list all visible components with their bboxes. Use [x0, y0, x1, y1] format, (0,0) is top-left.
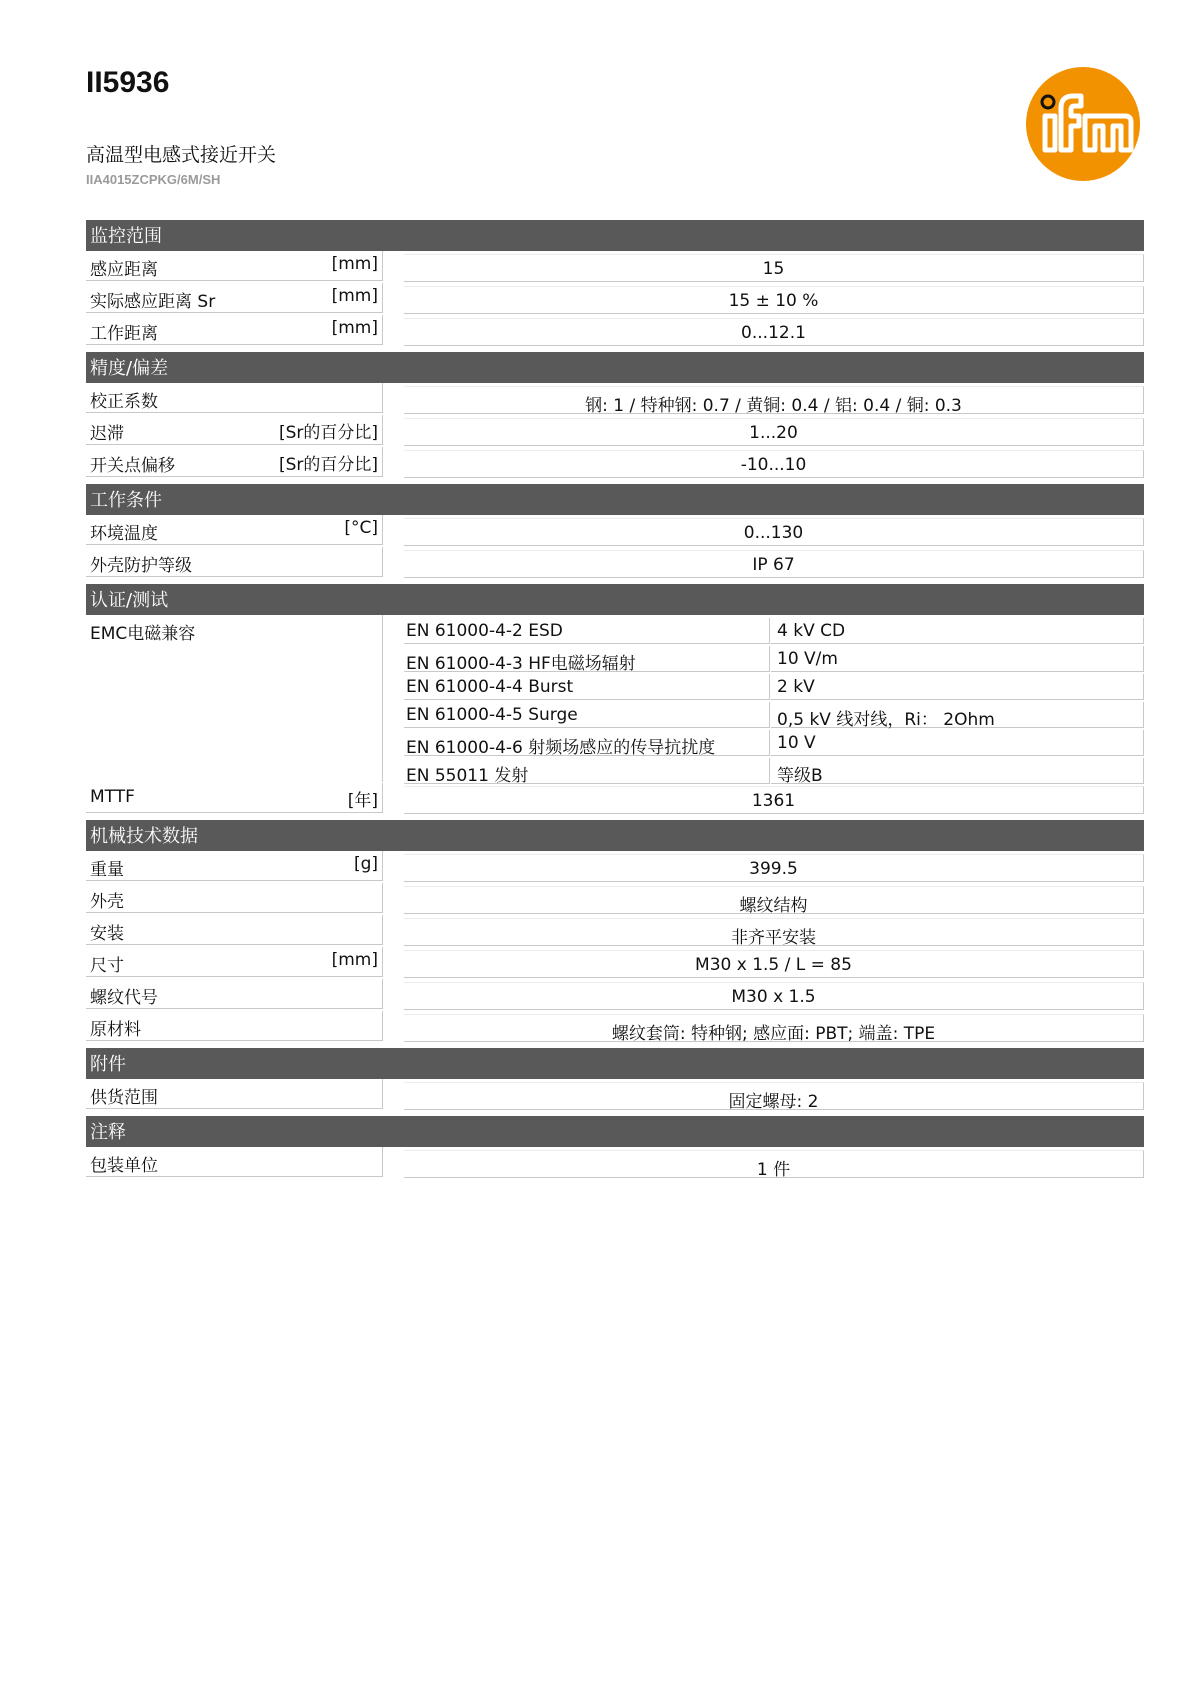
- row-value: -10...10: [740, 455, 807, 475]
- row-correction-factor: [86, 383, 1144, 415]
- row-materials: [86, 1011, 1144, 1043]
- emc-value: 4 kV CD: [777, 621, 846, 641]
- emc-value: 等级B: [777, 766, 823, 786]
- row-value: 0...12.1: [741, 323, 806, 343]
- emc-row: [404, 618, 1144, 646]
- emc-row: [404, 702, 1144, 730]
- row-label: 感应距离: [90, 260, 158, 280]
- emc-label: EMC电磁兼容: [90, 624, 196, 644]
- row-label: 外壳防护等级: [90, 556, 192, 576]
- row-label: 螺纹代号: [90, 988, 158, 1008]
- row-label: 包装单位: [90, 1156, 158, 1176]
- emc-row: [404, 646, 1144, 674]
- row-label: 校正系数: [90, 392, 158, 412]
- row-label: 工作距离: [90, 324, 158, 344]
- row-unit: [mm]: [331, 318, 378, 338]
- section-mechanical: 机械技术数据: [86, 820, 1144, 851]
- emc-table: [404, 618, 1144, 786]
- row-value: 螺纹结构: [739, 896, 808, 916]
- row-housing: [86, 883, 1144, 915]
- row-weight: [86, 851, 1144, 883]
- row-mounting: [86, 915, 1144, 947]
- emc-value: 10 V/m: [777, 649, 838, 669]
- row-value: 1 件: [756, 1160, 791, 1180]
- emc-value: 0,5 kV 线对线，Ri： 2Ohm: [777, 710, 995, 730]
- row-unit: [°C]: [344, 518, 378, 538]
- row-label: 外壳: [90, 892, 124, 912]
- row-label: 原材料: [90, 1020, 141, 1040]
- section-operating-conditions: 工作条件: [86, 484, 1144, 515]
- row-mttf: [86, 783, 1144, 815]
- row-label: 开关点偏移: [90, 456, 175, 476]
- row-unit: [年]: [347, 791, 378, 811]
- emc-row: [404, 730, 1144, 758]
- row-ambient-temperature: [86, 515, 1144, 547]
- article-code: IIA4015ZCPKG/6M/SH: [86, 172, 221, 187]
- ifm-logo: [1025, 66, 1141, 182]
- row-operating-distance: [86, 315, 1144, 347]
- row-value: 非齐平安装: [731, 928, 816, 948]
- product-id: II5936: [86, 66, 170, 99]
- row-thread: [86, 979, 1144, 1011]
- datasheet: [86, 220, 1144, 1179]
- emc-standard: EN 61000-4-3 HF电磁场辐射: [406, 654, 636, 674]
- row-label: 重量: [90, 860, 124, 880]
- row-label: 安装: [90, 924, 124, 944]
- row-value: M30 x 1.5 / L = 85: [695, 955, 852, 975]
- section-remarks: 注释: [86, 1116, 1144, 1147]
- row-value: 15 ± 10 %: [728, 291, 819, 311]
- row-value: 1...20: [749, 423, 798, 443]
- row-label: MTTF: [90, 787, 135, 807]
- row-unit: [Sr的百分比]: [278, 423, 378, 443]
- row-label: 实际感应距离 Sr: [90, 292, 216, 312]
- row-protection-rating: [86, 547, 1144, 579]
- section-approvals: 认证/测试: [86, 584, 1144, 615]
- row-label: 迟滞: [90, 424, 124, 444]
- row-hysteresis: [86, 415, 1144, 447]
- emc-row: [404, 758, 1144, 786]
- row-value: 1361: [751, 791, 796, 811]
- row-label: 环境温度: [90, 524, 158, 544]
- emc-standard: EN 55011 发射: [406, 766, 529, 786]
- row-value: 399.5: [749, 859, 798, 879]
- row-packaging-unit: [86, 1147, 1144, 1179]
- section-accuracy: 精度/偏差: [86, 352, 1144, 383]
- section-accessories: 附件: [86, 1048, 1144, 1079]
- emc-value: 2 kV: [777, 677, 815, 697]
- row-switch-point-drift: [86, 447, 1144, 479]
- row-value: 钢: 1 / 特种钢: 0.7 / 黄铜: 0.4 / 铝: 0.4 / 铜: 0.3: [585, 396, 962, 416]
- row-value: IP 67: [752, 555, 795, 575]
- emc-standard: EN 61000-4-6 射频场感应的传导抗扰度: [406, 738, 716, 758]
- row-unit: [g]: [353, 854, 378, 874]
- row-value: 固定螺母: 2: [728, 1092, 819, 1112]
- row-unit: [mm]: [331, 254, 378, 274]
- emc-value: 10 V: [777, 733, 816, 753]
- row-value: M30 x 1.5: [731, 987, 816, 1007]
- row-label: 尺寸: [90, 956, 124, 976]
- row-unit: [Sr的百分比]: [278, 455, 378, 475]
- row-value: 15: [762, 259, 785, 279]
- row-value: 0...130: [743, 523, 804, 543]
- row-dimensions: [86, 947, 1144, 979]
- row-label: 供货范围: [90, 1088, 158, 1108]
- row-value: 螺纹套筒: 特种钢; 感应面: PBT; 端盖: TPE: [611, 1024, 936, 1044]
- emc-standard: EN 61000-4-2 ESD: [406, 621, 563, 641]
- row-sensing-range: [86, 251, 1144, 283]
- row-scope-of-delivery: [86, 1079, 1144, 1111]
- row-unit: [mm]: [331, 950, 378, 970]
- row-unit: [mm]: [331, 286, 378, 306]
- emc-standard: EN 61000-4-5 Surge: [406, 705, 578, 725]
- product-description: 高温型电感式接近开关: [86, 144, 277, 166]
- section-monitoring: 监控范围: [86, 220, 1144, 251]
- emc-row: [404, 674, 1144, 702]
- row-real-sensing-range: [86, 283, 1144, 315]
- emc-standard: EN 61000-4-4 Burst: [406, 677, 574, 697]
- emc-block: [86, 615, 1144, 786]
